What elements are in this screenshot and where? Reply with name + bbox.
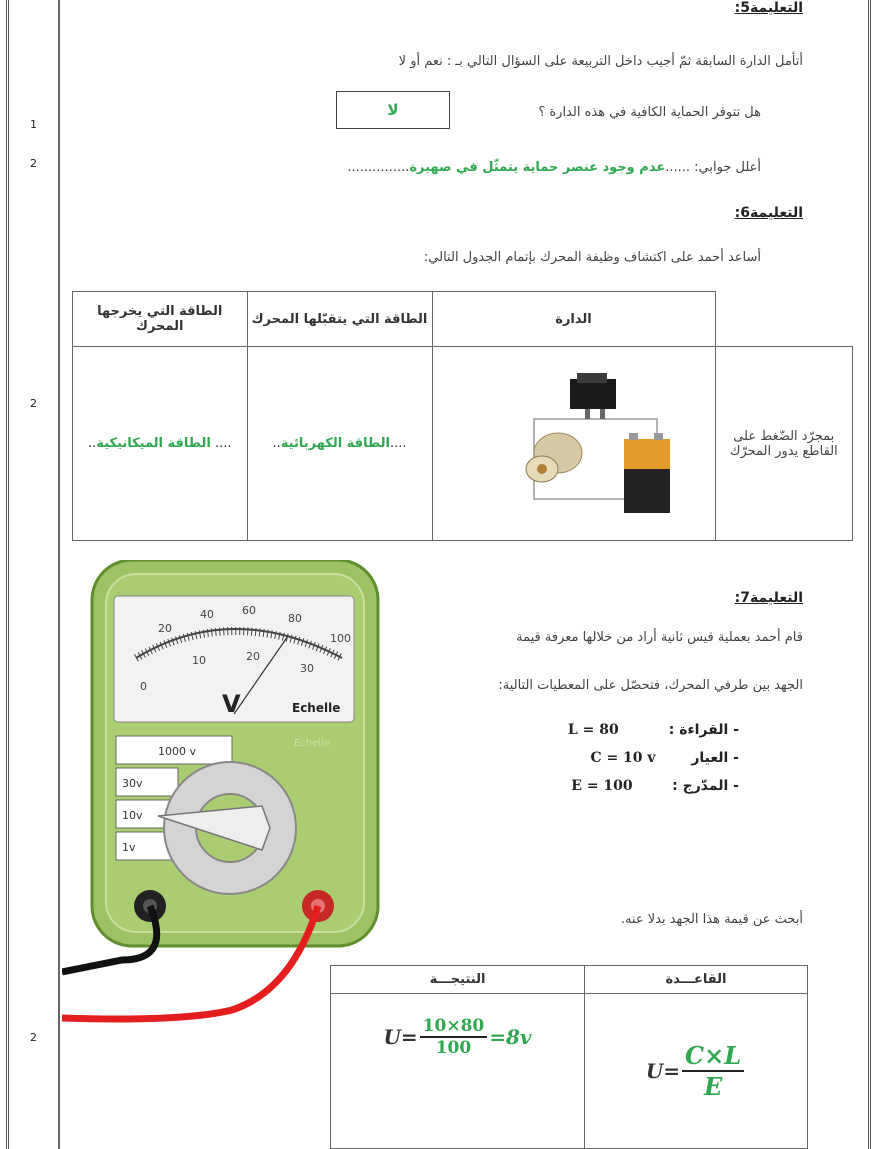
data-value: E = 100 [571,778,633,794]
result-denominator: 100 [435,1038,472,1058]
received-prefix: .... [389,436,407,451]
data-value: C = 10 v [590,750,656,766]
circuit-cell [432,347,715,541]
received-cell[interactable] [247,347,432,541]
task6-heading: التعليمة6: [734,205,803,221]
scale-number: 60 [242,604,256,617]
result-lhs: U= [383,1025,418,1049]
data-row [568,722,739,738]
rule-denominator: E [703,1072,723,1101]
scale-number: 80 [288,612,302,625]
empty-corner [715,292,853,347]
task7-line2: الجهد بين طرفي المحرك، فتحصّل على المعطيات التالية: [498,678,803,693]
task5-answer: لا [387,101,399,119]
scale-number: 20 [246,650,260,663]
margin-line [58,0,60,1149]
echelle-faint: Echelle [294,738,331,749]
result-value: =8v [489,1025,532,1049]
circuit-diagram [474,357,674,527]
data-row [590,750,739,766]
justify-dots: ............... [347,160,410,175]
echelle-label: Echelle [292,701,341,715]
received-suffix: .. [272,436,281,451]
multimeter-illustration [62,560,392,1030]
battery-icon [624,433,670,513]
task6-instruction: أساعد أحمد على اكتشاف وظيفة المحرك بإتمام الجدول التالي: [423,250,761,265]
task7-heading: التعليمة7: [734,590,803,606]
margin-mark: 2 [30,157,37,170]
rule-lhs: U= [645,1059,681,1083]
result-formula [383,1016,531,1058]
col-rule: القاعـــدة [585,966,808,994]
range-label: 10v [122,809,143,822]
data-label: - المدّرج : [672,778,739,794]
scale-number: 40 [200,608,214,621]
task5-instruction: أتأمل الدارة السابقة ثمّ أجيب داخل التربيعة على السؤال التالي بـ : نعم أو لا [398,54,803,69]
data-label: - القراءة : [668,722,739,738]
range-label: 30v [122,777,143,790]
scale-number: 0 [140,680,147,693]
voltage-table [330,965,808,1149]
result-numerator: 10×80 [420,1016,488,1038]
scale-number: 30 [300,662,314,675]
margin-mark: 2 [30,1031,37,1044]
justify-answer: عدم وجود عنصر حماية يتمثّل في صهيرة [409,160,666,175]
col-output: الطاقة التي يخرجها المحرك [73,292,248,347]
rule-cell [585,994,808,1149]
task5-heading: التعليمة5: [734,0,803,16]
result-cell[interactable] [331,994,585,1149]
output-answer: الطاقة الميكانيكية [96,436,211,451]
task5-justification [347,160,761,175]
unit-label: V [222,690,241,718]
task7-ask: أبحث عن قيمة هذا الجهد بدلا عنه. [620,912,803,927]
scale-number: 20 [158,622,172,635]
row-label: بمجرّد الضّغط على القاطع يدور المحرّك [715,347,853,541]
data-row [571,778,739,794]
switch-icon [570,379,616,409]
task5-answer-box[interactable] [336,91,450,129]
col-result: النتيجـــة [331,966,585,994]
col-received: الطاقة التي يتقبّلها المحرك [247,292,432,347]
scale-number: 100 [330,632,351,645]
range-label: 1v [122,841,136,854]
margin-mark: 1 [30,118,37,131]
scale-number: 10 [192,654,206,667]
range-label: 1000 v [158,745,197,758]
rule-formula [646,1041,746,1101]
col-circuit: الدارة [432,292,715,347]
output-cell[interactable] [73,347,248,541]
motor-table [72,291,853,541]
rule-numerator: C×L [682,1041,744,1072]
received-answer: الطاقة الكهربائية [280,436,390,451]
output-suffix: .. [88,436,97,451]
task7-line1: قام أحمد بعملية قيس ثانية أراد من خلالها معرفة قيمة [516,630,803,645]
output-prefix: .... [210,436,232,451]
justify-label: أعلل جوابي: ...... [665,160,761,175]
data-value: L = 80 [567,722,619,738]
task5-question: هل تتوفر الحماية الكافية في هذه الدارة ؟ [538,105,761,120]
margin-mark: 2 [30,397,37,410]
data-label: - العيار [691,750,739,766]
